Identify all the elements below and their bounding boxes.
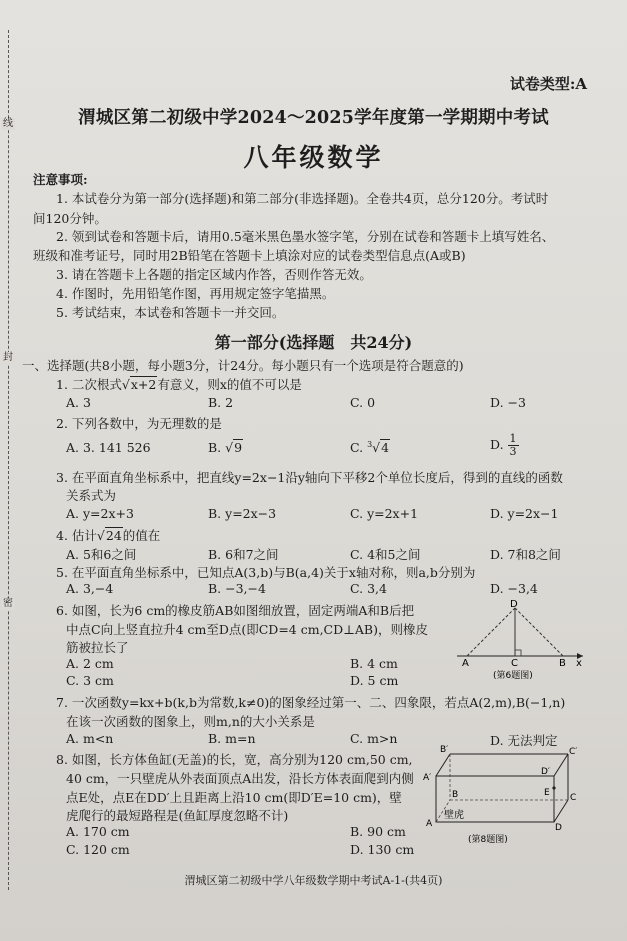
- fig8-label-bp: B′: [440, 745, 449, 755]
- q4-option-c[interactable]: C. 4和5之间: [350, 547, 421, 562]
- fig8-label-cp: C′: [569, 747, 578, 757]
- subject-title: 八年级数学: [243, 143, 384, 172]
- q6-option-b[interactable]: B. 4 cm: [350, 656, 398, 671]
- exam-title: 渭城区第二初级中学2024～2025学年度第一学期期中考试: [78, 108, 549, 128]
- notice-item: 5. 考试结束，本试卷和答题卡一并交回。: [56, 305, 285, 320]
- question-2-stem: 2. 下列各数中，为无理数的是: [56, 416, 222, 431]
- q4-option-d[interactable]: D. 7和8之间: [490, 547, 561, 562]
- question-7-stem: 7. 一次函数y=kx+b(k,b为常数,k≠0)的图象经过第一、二、四象限，若点A(2,m),B(−1,n): [56, 695, 566, 710]
- notice-item: 4. 作图时，先用铅笔作图，再用规定签字笔描黑。: [56, 286, 335, 301]
- fig8-label-ap: A′: [423, 773, 432, 783]
- fig6-label-d: D: [510, 599, 518, 610]
- question-8-stem: 点E处，点E在DD′上且距离上沿10 cm(即D′E=10 cm)，壁: [66, 790, 402, 805]
- fig6-caption: (第6题图): [493, 671, 533, 680]
- q1-option-a[interactable]: A. 3: [66, 395, 91, 410]
- part1-title: 第一部分(选择题 共24分): [214, 333, 413, 352]
- q5-option-c[interactable]: C. 3,4: [350, 581, 387, 596]
- q7-option-d[interactable]: D. 无法判定: [490, 733, 558, 748]
- question-3-stem: 关系式为: [66, 488, 117, 503]
- question-1-stem: 1. 二次根式√x+2有意义，则x的值不可以是: [56, 377, 302, 392]
- question-6-stem: 6. 如图，长为6 cm的橡皮筋AB如图细放置，固定两端A和B后把: [56, 603, 415, 618]
- question-4-stem: 4. 估计√24的值在: [56, 528, 161, 543]
- question-8-stem: 8. 如图，长方体鱼缸(无盖)的长，宽，高分别为120 cm,50 cm,: [56, 752, 413, 767]
- notice-heading: 注意事项:: [33, 172, 88, 187]
- q2-option-d[interactable]: D. $\frac{1}{3}$: [490, 432, 517, 458]
- q8-option-c[interactable]: C. 120 cm: [66, 842, 130, 857]
- question-5-stem: 5. 在平面直角坐标系中，已知点A(3,b)与B(a,4)关于x轴对称，则a,b分别为: [56, 565, 476, 580]
- q6-option-d[interactable]: D. 5 cm: [350, 673, 399, 688]
- figure-8: [420, 740, 585, 848]
- fig8-label-d: D: [555, 823, 562, 833]
- fig6-label-c: C: [511, 658, 518, 669]
- fig8-label-gecko: 壁虎: [444, 810, 464, 821]
- question-6-stem: 中点C向上竖直拉升4 cm至D点(即CD=4 cm,CD⊥AB)，则橡皮: [66, 622, 428, 637]
- q2-option-c[interactable]: C. $^3$√4: [350, 440, 390, 456]
- fig8-label-c: C: [570, 793, 577, 803]
- question-3-stem: 3. 在平面直角坐标系中，把直线y=2x−1沿y轴向下平移2个单位长度后，得到的直线的函数: [56, 470, 563, 485]
- fig6-segment-bd: [515, 608, 563, 656]
- q1-option-b[interactable]: B. 2: [208, 395, 234, 410]
- q3-option-a[interactable]: A. y=2x+3: [66, 506, 134, 521]
- q2-option-a[interactable]: A. 3. 141 526: [66, 440, 151, 455]
- fig6-label-b: B: [559, 658, 566, 669]
- question-6-stem: 筋被拉长了: [66, 640, 129, 655]
- q3-option-b[interactable]: B. y=2x−3: [208, 506, 277, 521]
- fig8-edge-left-top: [436, 754, 450, 776]
- exam-type-label: 试卷类型:A: [509, 75, 587, 93]
- q8-option-b[interactable]: B. 90 cm: [350, 824, 406, 839]
- fig8-label-dp: D′: [541, 767, 550, 777]
- fig6-right-angle: [515, 650, 521, 656]
- q6-option-c[interactable]: C. 3 cm: [66, 673, 114, 688]
- question-8-stem: 虎爬行的最短路程是(鱼缸厚度忽略不计): [66, 808, 289, 823]
- q7-option-b[interactable]: B. m=n: [208, 731, 256, 746]
- q5-option-d[interactable]: D. −3,4: [490, 581, 538, 596]
- q1-option-c[interactable]: C. 0: [350, 395, 376, 410]
- figure-6: [455, 598, 585, 680]
- fig8-point-e: [552, 786, 555, 789]
- binding-mark-low: 密: [3, 598, 13, 609]
- fig8-edge-right-bottom: [554, 800, 568, 822]
- q4-option-a[interactable]: A. 5和6之间: [66, 547, 137, 562]
- notice-item: 3. 请在答题卡上各题的指定区域内作答，否则作答无效。: [56, 267, 372, 282]
- q7-option-c[interactable]: C. m>n: [350, 731, 398, 746]
- page-footer: 渭城区第二初级中学八年级数学期中考试A-1-(共4页): [184, 874, 443, 887]
- q3-option-c[interactable]: C. y=2x+1: [350, 506, 419, 521]
- fig8-label-a: A: [426, 819, 433, 829]
- fig8-label-e: E: [544, 788, 550, 798]
- q5-option-b[interactable]: B. −3,−4: [208, 581, 266, 596]
- fig6-segment-ad: [467, 608, 515, 656]
- binding-mark-mid: 封: [3, 352, 13, 363]
- question-7-stem: 在该一次函数的图象上，则m,n的大小关系是: [66, 714, 315, 729]
- fig8-label-b: B: [452, 790, 459, 800]
- fig8-caption: (第8题图): [468, 835, 508, 845]
- notice-item: 班级和准考证号，同时用2B铅笔在答题卡上填涂对应的试卷类型信息点(A或B): [33, 248, 466, 263]
- q7-option-a[interactable]: A. m<n: [66, 731, 114, 746]
- q8-option-d[interactable]: D. 130 cm: [350, 842, 415, 857]
- q3-option-d[interactable]: D. y=2x−1: [490, 506, 559, 521]
- question-8-stem: 40 cm，一只壁虎从外表面顶点A出发，沿长方体表面爬到内侧: [66, 771, 414, 786]
- q5-option-a[interactable]: A. 3,−4: [66, 581, 114, 596]
- binding-mark-top: 线: [3, 118, 13, 129]
- q4-option-b[interactable]: B. 6和7之间: [208, 547, 279, 562]
- section-intro: 一、选择题(共8小题，每小题3分，计24分。每小题只有一个选项是符合题意的): [22, 358, 464, 373]
- notice-item: 间120分钟。: [33, 211, 107, 226]
- fig8-edge-right-top: [554, 754, 568, 776]
- notice-item: 2. 领到试卷和答题卡后，请用0.5毫米黑色墨水签字笔，分别在试卷和答题卡上填写姓名、: [56, 229, 555, 244]
- fig6-label-x: x: [576, 658, 582, 669]
- fig6-label-a: A: [462, 658, 469, 669]
- notice-item: 1. 本试卷分为第一部分(选择题)和第二部分(非选择题)。全卷共4页，总分120分。考试时: [56, 191, 549, 206]
- q2-option-b[interactable]: B. √9: [208, 440, 243, 455]
- q1-option-d[interactable]: D. −3: [490, 395, 526, 410]
- q8-option-a[interactable]: A. 170 cm: [66, 824, 130, 839]
- q6-option-a[interactable]: A. 2 cm: [66, 656, 114, 671]
